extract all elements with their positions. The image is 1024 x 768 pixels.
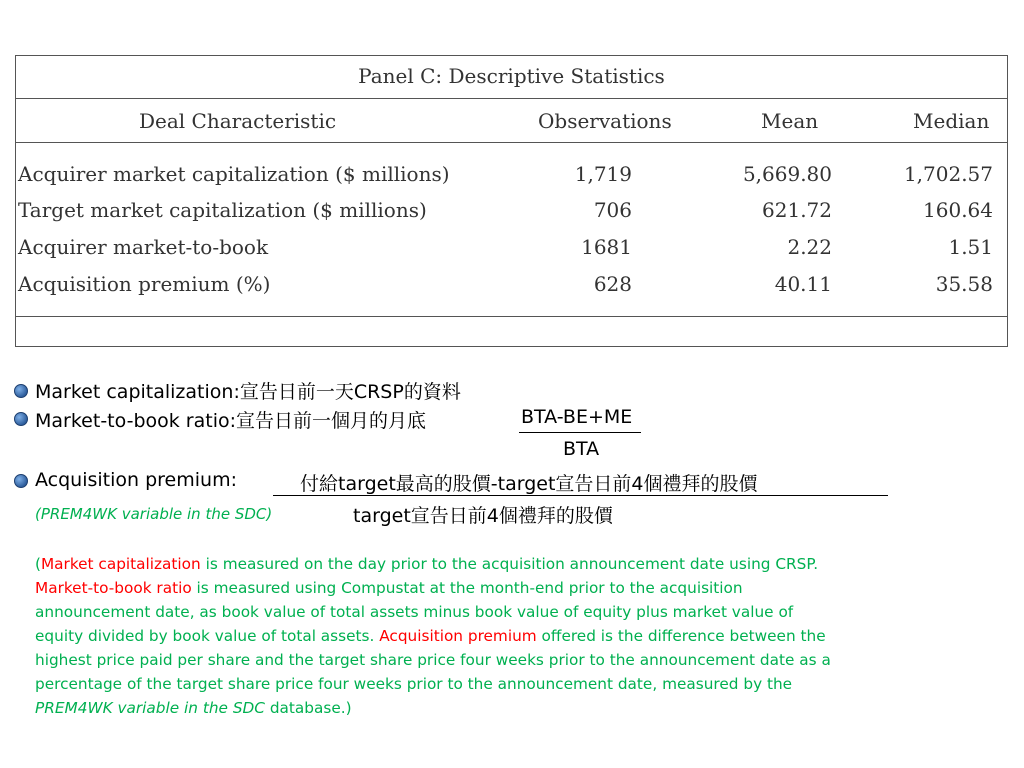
row-median: 1,702.57 (903, 162, 993, 186)
note-market-cap-term: Market capitalization (40, 555, 201, 573)
premium-label: Acquisition premium: (35, 469, 237, 491)
panel-title: Panel C: Descriptive Statistics (358, 64, 665, 88)
mtb-denominator: BTA (563, 438, 600, 460)
row-label: Acquirer market-to-book (18, 235, 269, 259)
header-mean: Mean (761, 109, 819, 133)
row-observations: 628 (593, 272, 632, 296)
row-median: 35.58 (935, 272, 993, 296)
header-deal-characteristic: Deal Characteristic (139, 109, 337, 133)
row-mean: 2.22 (787, 235, 832, 259)
note-premium-text: offered is the difference between the highest price paid per share and the target share price four weeks prior to the announcement date as a percentage of the target share price four weeks prior to the announcement date, measured by the (35, 627, 831, 693)
bullet-icon (14, 384, 28, 398)
mtb-definition: Market-to-book ratio:宣告日前一個月的月底 (35, 410, 427, 432)
row-mean: 5,669.80 (742, 162, 832, 186)
mtb-numerator: BTA-BE+ME (521, 406, 633, 428)
note-open: ( (35, 555, 41, 573)
definitions-note (35, 552, 835, 720)
header-observations: Observations (538, 109, 672, 133)
note-sdc-variable: PREM4WK variable in the SDC (35, 699, 265, 717)
premium-fraction-bar (273, 495, 888, 496)
note-market-cap-text: is measured on the day prior to the acquisition announcement date using CRSP. (200, 555, 819, 573)
note-mtb-term: Market-to-book ratio (35, 579, 192, 597)
rule-bottom (16, 316, 1007, 317)
row-mean: 40.11 (774, 272, 832, 296)
row-label: Acquirer market capitalization ($ millions) (18, 162, 450, 186)
prem4wk-note: (PREM4WK variable in the SDC) (35, 505, 273, 523)
row-median: 160.64 (923, 198, 993, 222)
row-observations: 706 (593, 198, 632, 222)
mtb-fraction-bar (519, 432, 641, 433)
header-median: Median (913, 109, 990, 133)
premium-denominator: target宣告日前4個禮拜的股價 (353, 505, 613, 527)
premium-numerator: 付給target最高的股價-target宣告日前4個禮拜的股價 (300, 473, 758, 495)
market-cap-definition: Market capitalization:宣告日前一天CRSP的資料 (35, 381, 461, 403)
row-label: Acquisition premium (%) (18, 272, 271, 296)
descriptive-statistics-panel (15, 55, 1008, 347)
row-observations: 1,719 (574, 162, 632, 186)
row-mean: 621.72 (762, 198, 832, 222)
bullet-icon (14, 474, 28, 488)
note-mtb-text: is measured using Compustat at the month-end prior to the acquisition announcement date, as book value of total assets minus book value of equity plus market value of equity divided by book value of total assets. (35, 579, 794, 645)
row-label: Target market capitalization ($ millions) (18, 198, 427, 222)
row-observations: 1681 (581, 235, 632, 259)
rule-top (16, 98, 1007, 99)
row-median: 1.51 (948, 235, 993, 259)
bullet-icon (14, 412, 28, 426)
rule-header (16, 142, 1007, 143)
note-premium-term: Acquisition premium (379, 627, 537, 645)
note-close: database.) (264, 699, 352, 717)
